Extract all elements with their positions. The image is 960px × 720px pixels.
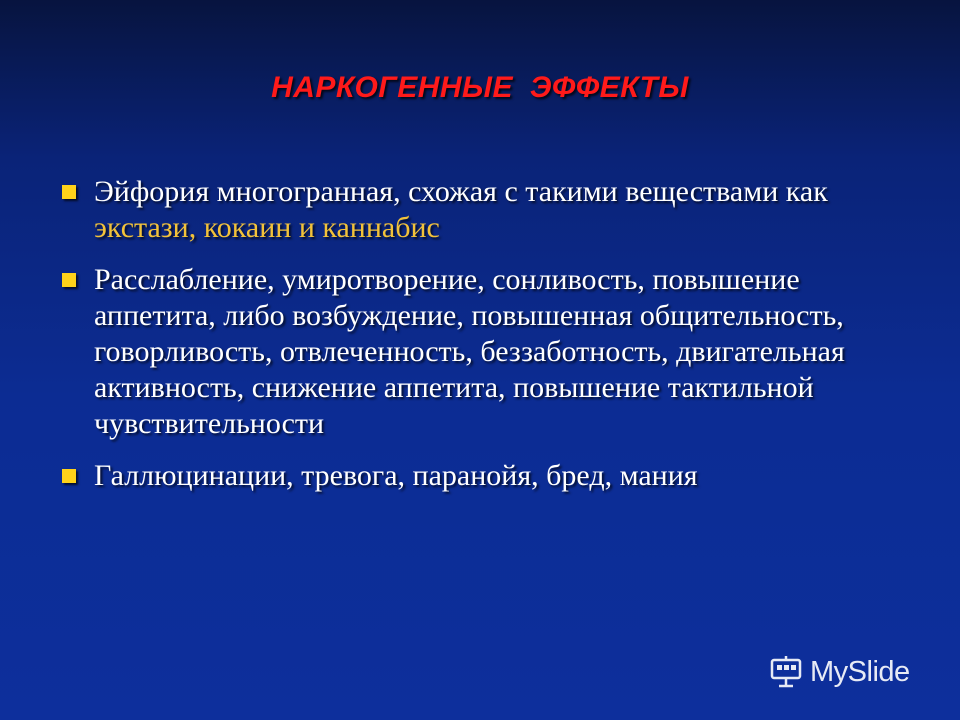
presentation-board-icon: [768, 654, 804, 690]
bullet-item: [60, 262, 880, 442]
square-bullet-icon: [62, 273, 76, 287]
square-bullet-icon: [62, 469, 76, 483]
square-bullet-icon: [62, 185, 76, 199]
bullet-item: [60, 458, 880, 494]
watermark-text: MySlide: [810, 655, 910, 688]
myslide-watermark: [768, 654, 910, 690]
bullet-highlight-text: экстази, кокаин и каннабис: [94, 211, 440, 244]
bullet-list: [60, 174, 880, 510]
slide-title: НАРКОГЕННЫЕ ЭФФЕКТЫ: [271, 71, 689, 104]
bullet-text: Галлюцинации, тревога, паранойя, бред, мания: [94, 459, 698, 492]
bullet-item: [60, 174, 880, 246]
bullet-text: Расслабление, умиротворение, сонливость, повышение аппетита, либо возбуждение, повышенная общительность, говорливость, отвлеченность, беззаботность, двигательная активность, снижение аппетита, повышение тактильной чувствительности: [94, 263, 845, 440]
bullet-text: Эйфория многогранная, схожая с такими веществами как: [94, 175, 828, 208]
